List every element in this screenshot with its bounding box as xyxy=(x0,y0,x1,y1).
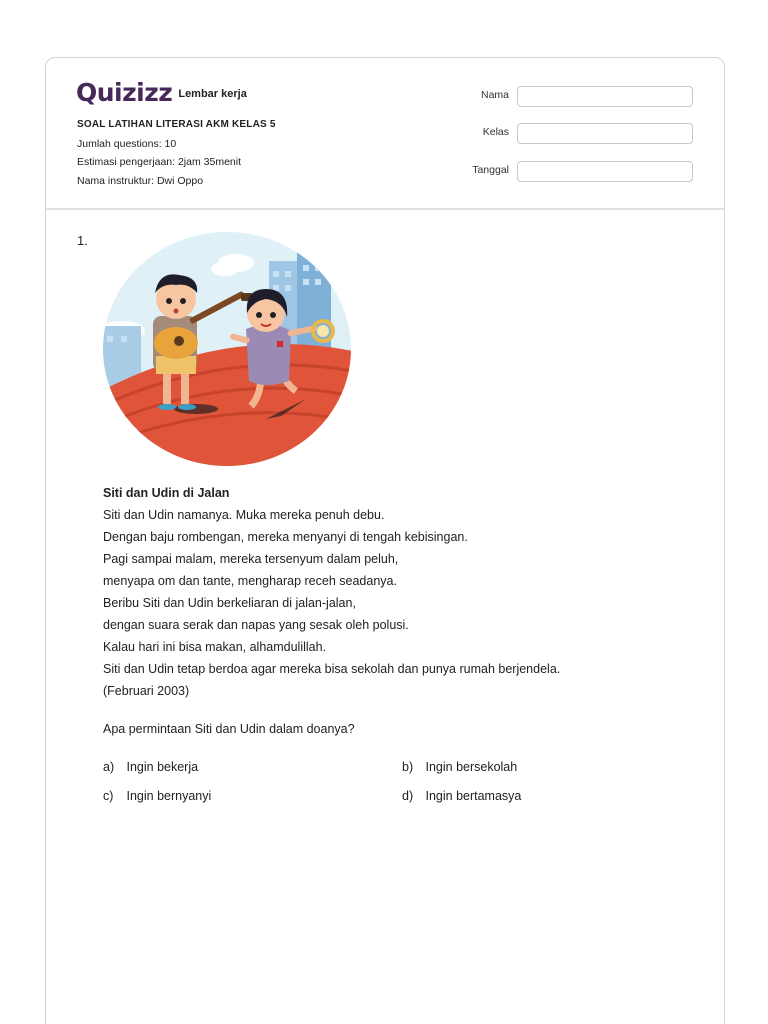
street-children-illustration xyxy=(101,231,353,471)
option-d[interactable] xyxy=(402,789,521,803)
option-letter: b) xyxy=(402,760,414,774)
option-text: Ingin bernyanyi xyxy=(126,789,212,803)
poem-title: Siti dan Udin di Jalan xyxy=(103,486,230,500)
question-count: Jumlah questions: 10 xyxy=(77,137,177,150)
question-number: 1. xyxy=(77,233,88,248)
option-letter: a) xyxy=(103,760,115,774)
name-field[interactable] xyxy=(517,86,693,107)
option-text: Ingin bertamasya xyxy=(425,789,522,803)
worksheet-header xyxy=(46,58,724,210)
poem-date: (Februari 2003) xyxy=(103,684,190,698)
brand-row xyxy=(76,80,247,105)
poem-line: Siti dan Udin namanya. Muka mereka penuh debu. xyxy=(103,508,385,522)
instructor-name: Nama instruktur: Dwi Oppo xyxy=(77,174,204,187)
poem-line: Dengan baju rombengan, mereka menyanyi di tengah kebisingan. xyxy=(103,530,468,544)
poem-line: Pagi sampai malam, mereka tersenyum dalam peluh, xyxy=(103,552,399,566)
poem-line: Kalau hari ini bisa makan, alhamdulillah. xyxy=(103,640,327,654)
option-text: Ingin bersekolah xyxy=(425,760,518,774)
class-label: Kelas xyxy=(482,126,509,138)
poem-line: menyapa om dan tante, mengharap receh seadanya. xyxy=(103,574,397,588)
worksheet-page xyxy=(45,57,725,1024)
class-field[interactable] xyxy=(517,123,693,144)
quizizz-logo: Quizizz xyxy=(76,78,173,107)
worksheet-tagline: Lembar kerja xyxy=(178,87,247,100)
date-field[interactable] xyxy=(517,161,693,182)
option-b[interactable] xyxy=(402,760,517,774)
option-text: Ingin bekerja xyxy=(126,760,199,774)
option-letter: c) xyxy=(103,789,114,803)
option-c[interactable] xyxy=(103,789,211,803)
poem-passage xyxy=(103,482,560,702)
option-letter: d) xyxy=(402,789,414,803)
poem-line: Siti dan Udin tetap berdoa agar mereka bisa sekolah dan punya rumah berjendela. xyxy=(103,662,561,676)
worksheet-title: SOAL LATIHAN LITERASI AKM KELAS 5 xyxy=(77,119,276,130)
option-a[interactable] xyxy=(103,760,198,774)
poem-line: dengan suara serak dan napas yang sesak oleh polusi. xyxy=(103,618,409,632)
time-estimate: Estimasi pengerjaan: 2jam 35menit xyxy=(77,156,242,168)
poem-line: Beribu Siti dan Udin berkeliaran di jalan-jalan, xyxy=(103,596,356,610)
date-label: Tanggal xyxy=(472,164,509,176)
name-label: Nama xyxy=(480,89,509,101)
worksheet-meta xyxy=(77,116,276,190)
question-prompt: Apa permintaan Siti dan Udin dalam doanya? xyxy=(103,722,355,736)
